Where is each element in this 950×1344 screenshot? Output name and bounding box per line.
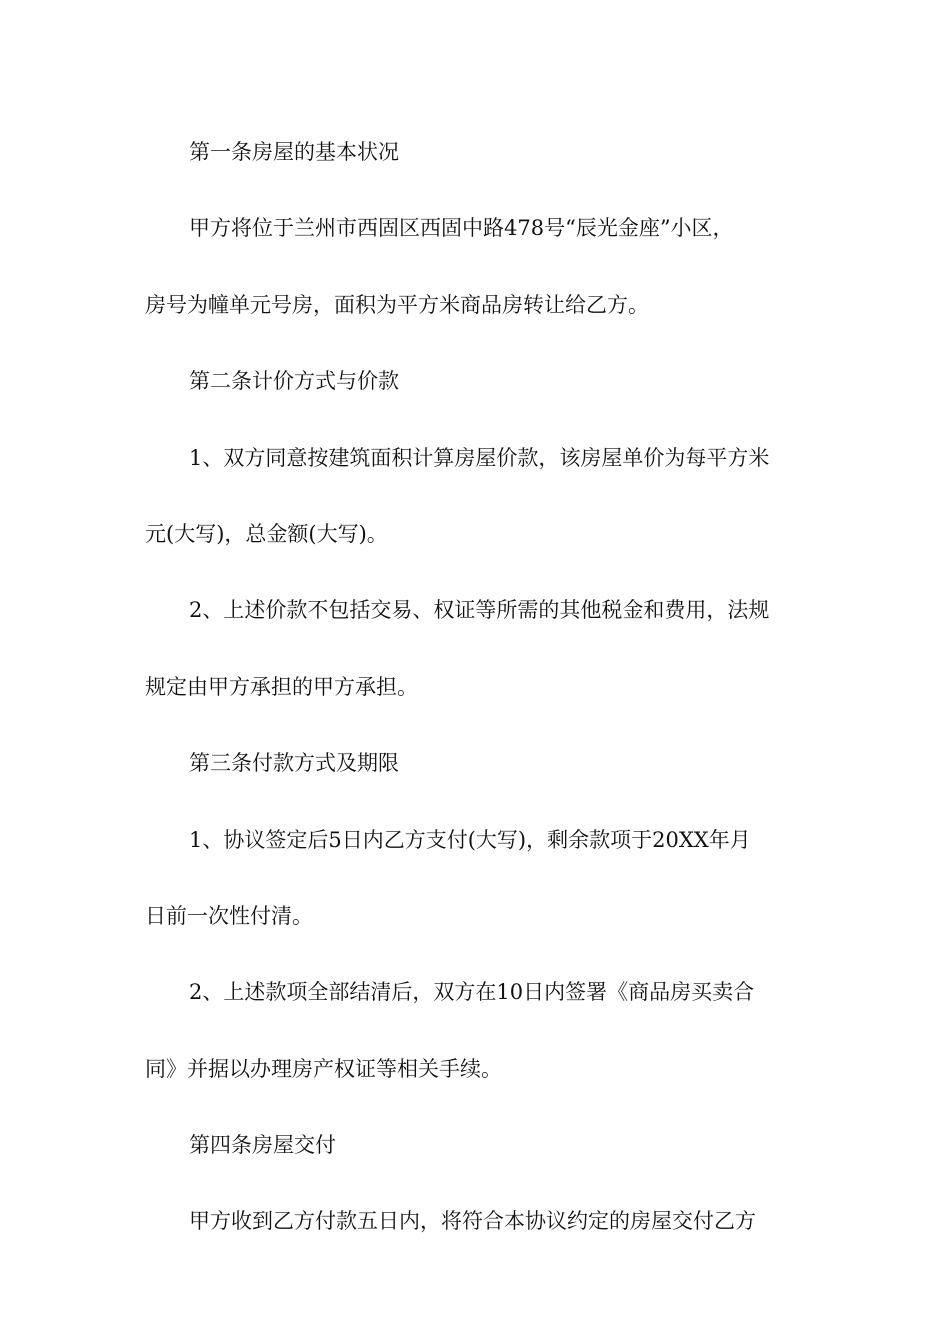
paragraph-line: 甲方收到乙方付款五日内，将符合本协议约定的房屋交付乙方 [189,1209,756,1234]
paragraph-line: 同》并据以办理房产权证等相关手续。 [145,1056,502,1081]
article-3-heading: 第三条付款方式及期限 [189,751,399,776]
paragraph-line: 2、上述价款不包括交易、权证等所需的其他税金和费用，法规 [189,598,770,623]
article-4-heading: 第四条房屋交付 [189,1133,336,1158]
paragraph-line: 规定由甲方承担的甲方承担。 [145,674,418,699]
article-2-heading: 第二条计价方式与价款 [189,369,399,394]
paragraph-line: 房号为幢单元号房，面积为平方米商品房转让给乙方。 [145,292,649,317]
article-1-heading: 第一条房屋的基本状况 [189,140,399,164]
paragraph-line: 1、协议签定后5日内乙方支付(大写)，剩余款项于20XX年月 [189,827,751,852]
paragraph-line: 元(大写)，总金额(大写)。 [145,521,388,546]
paragraph-line: 甲方将位于兰州市西固区西固中路478号“辰光金座”小区， [189,216,734,241]
paragraph-line: 1、双方同意按建筑面积计算房屋价款，该房屋单价为每平方米 [189,445,770,470]
paragraph-line: 日前一次性付清。 [145,903,313,928]
document-body [145,128,815,1274]
paragraph-line: 2、上述款项全部结清后，双方在10日内签署《商品房买卖合 [189,980,755,1005]
